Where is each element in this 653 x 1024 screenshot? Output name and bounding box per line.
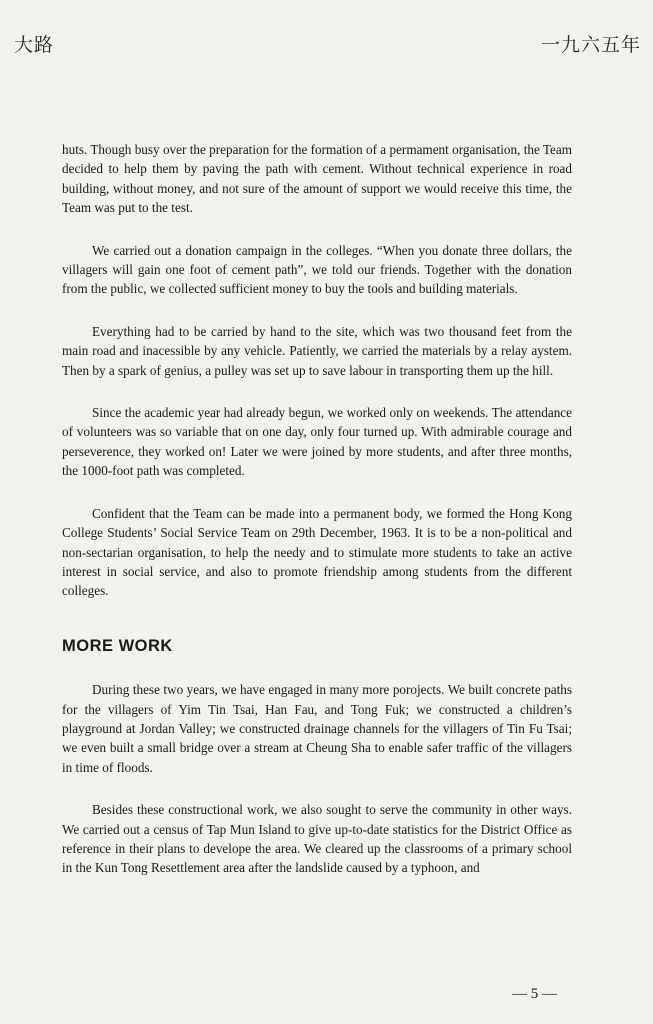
paragraph-5: Confident that the Team can be made into a permanent body, we formed the Hong Kong College Students’ Social Service Team on 29th December, 1963. It is to be a non-political and non-sectarian organisation, to help the needy and to stimulate more students to take an active interest in social service, and also to promote friendship among students from the different colleges. bbox=[62, 505, 572, 599]
page-number: — 5 — bbox=[512, 986, 557, 1002]
paragraph-4: Since the academic year had already begun, we worked only on weekends. The attendance of volunteers was so variable that on one day, only four turned up. With admirable courage and perseverence, they worked on! Later we were joined by more students, and after three months, the 1000-foot path was completed. bbox=[62, 405, 572, 479]
paragraph-1: huts. Though busy over the preparation for the formation of a permament organisation, the Team decided to help them by paving the path with cement. Without technical experience in road building, without money, and not sure of the amount of support we would receive this time, the Team was put to the test. bbox=[62, 142, 572, 216]
paragraph-6: During these two years, we have engaged in many more porojects. We built concrete paths for the villagers of Yim Tin Tsai, Han Fau, and Tong Fuk; we constructed a children’s playground at Jordan Valley; we constructed drainage channels for the villagers of Tin Fu Tsai; we even built a small bridge over a stream at Cheung Sha to enable safer traffic of the villagers in time of floods. bbox=[62, 682, 572, 775]
paragraph-7: Besides these constructional work, we also sought to serve the community in other ways. We carried out a census of Tap Mun Island to give up-to-date statistics for the District Office as reference in their plans to develope the area. We cleared up the classrooms of a primary school in the Kun Tong Resettlement area after the landslide caused by a typhoon, and bbox=[62, 802, 572, 876]
running-header-left: 大路 bbox=[14, 34, 55, 56]
body-text bbox=[62, 140, 572, 901]
paragraph-2: We carried out a donation campaign in the colleges. “When you donate three dollars, the villagers will gain one foot of cement path”, we told our friends. Together with the donation from the public, we collected sufficient money to buy the tools and building materials. bbox=[62, 242, 572, 297]
paragraph-3: Everything had to be carried by hand to the site, which was two thousand feet from the main road and inacessible by any vehicle. Patiently, we carried the materials by a relay aystem. Then by a spark of genius, a pulley was set up to save labour in transporting them up the hill. bbox=[62, 323, 572, 378]
section-heading: MORE WORK bbox=[62, 636, 173, 655]
running-header-right: 一九六五年 bbox=[540, 34, 641, 56]
